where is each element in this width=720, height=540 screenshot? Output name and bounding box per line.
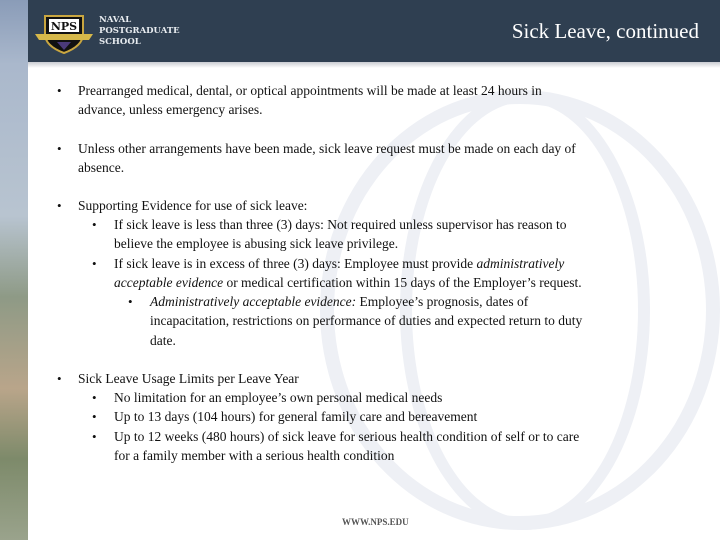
bullet-text-line	[114, 409, 477, 425]
bullet-icon: •	[57, 83, 62, 98]
text: No limitation for an employee’s own personal medical needs	[114, 390, 443, 405]
text: If sick leave is less than three (3) days: Not required unless supervisor has reason to	[114, 217, 567, 232]
nps-crest-logo	[33, 12, 95, 54]
italic-text: administratively	[476, 256, 565, 271]
text: Employee’s prognosis, dates of	[356, 294, 529, 309]
text: absence.	[78, 160, 125, 175]
header-shadow	[28, 62, 720, 68]
bullet-text-line	[114, 236, 398, 252]
text: Up to 13 days (104 hours) for general family care and bereavement	[114, 409, 478, 424]
bullet-text-line	[78, 160, 124, 176]
text: believe the employee is abusing sick leave privilege.	[114, 236, 399, 251]
bullet-icon: •	[57, 198, 62, 213]
text: advance, unless emergency arises.	[78, 102, 263, 117]
text: for a family member with a serious health condition	[114, 448, 395, 463]
text: or medical certification within 15 days of the Employer’s request.	[223, 275, 582, 290]
bullet-text-line	[78, 198, 307, 214]
italic-text: Administratively acceptable evidence:	[150, 294, 357, 309]
school-name	[99, 15, 180, 48]
bullet-text-line	[78, 141, 576, 157]
bullet-icon: •	[57, 141, 62, 156]
bullet-text-line	[114, 448, 394, 464]
bullet-icon: •	[92, 409, 97, 424]
slide-title: Sick Leave, continued	[511, 19, 699, 43]
bullet-text-line	[114, 275, 582, 291]
text: Up to 12 weeks (480 hours) of sick leave for serious health condition of self or to care	[114, 429, 580, 444]
bullet-text-line	[78, 371, 299, 387]
svg-text:NPS: NPS	[50, 20, 78, 33]
bullet-text-line	[78, 102, 263, 118]
bullet-text-line	[114, 390, 442, 406]
text: Sick Leave Usage Limits per Leave Year	[78, 371, 299, 386]
school-name-line: SCHOOL	[99, 37, 141, 47]
bullet-icon: •	[92, 217, 97, 232]
bullet-icon: •	[92, 390, 97, 405]
italic-text: acceptable evidence	[114, 275, 224, 290]
text: Unless other arrangements have been made, sick leave request must be made on each day of	[78, 141, 576, 156]
bullet-icon: •	[57, 371, 62, 386]
bullet-text-line	[150, 294, 528, 310]
school-name-line: NAVAL	[99, 15, 132, 25]
text: date.	[150, 333, 176, 348]
bullet-text-line	[114, 256, 564, 272]
bullet-icon: •	[128, 294, 133, 309]
text: incapacitation, restrictions on performance of duties and expected return to duty	[150, 313, 583, 328]
text: Supporting Evidence for use of sick leave:	[78, 198, 308, 213]
bullet-text-line	[150, 313, 582, 329]
text: If sick leave is in excess of three (3) days: Employee must provide	[114, 256, 477, 271]
bullet-icon: •	[92, 429, 97, 444]
bullet-text-line	[114, 217, 567, 233]
bullet-text-line	[150, 333, 176, 349]
bullet-text-line	[78, 83, 542, 99]
footer-url: WWW.NPS.EDU	[342, 517, 409, 527]
campus-photo-strip	[0, 0, 28, 540]
school-name-line: POSTGRADUATE	[99, 26, 180, 36]
bullet-text-line	[114, 429, 579, 445]
bullet-icon: •	[92, 256, 97, 271]
text: Prearranged medical, dental, or optical appointments will be made at least 24 hours in	[78, 83, 542, 98]
